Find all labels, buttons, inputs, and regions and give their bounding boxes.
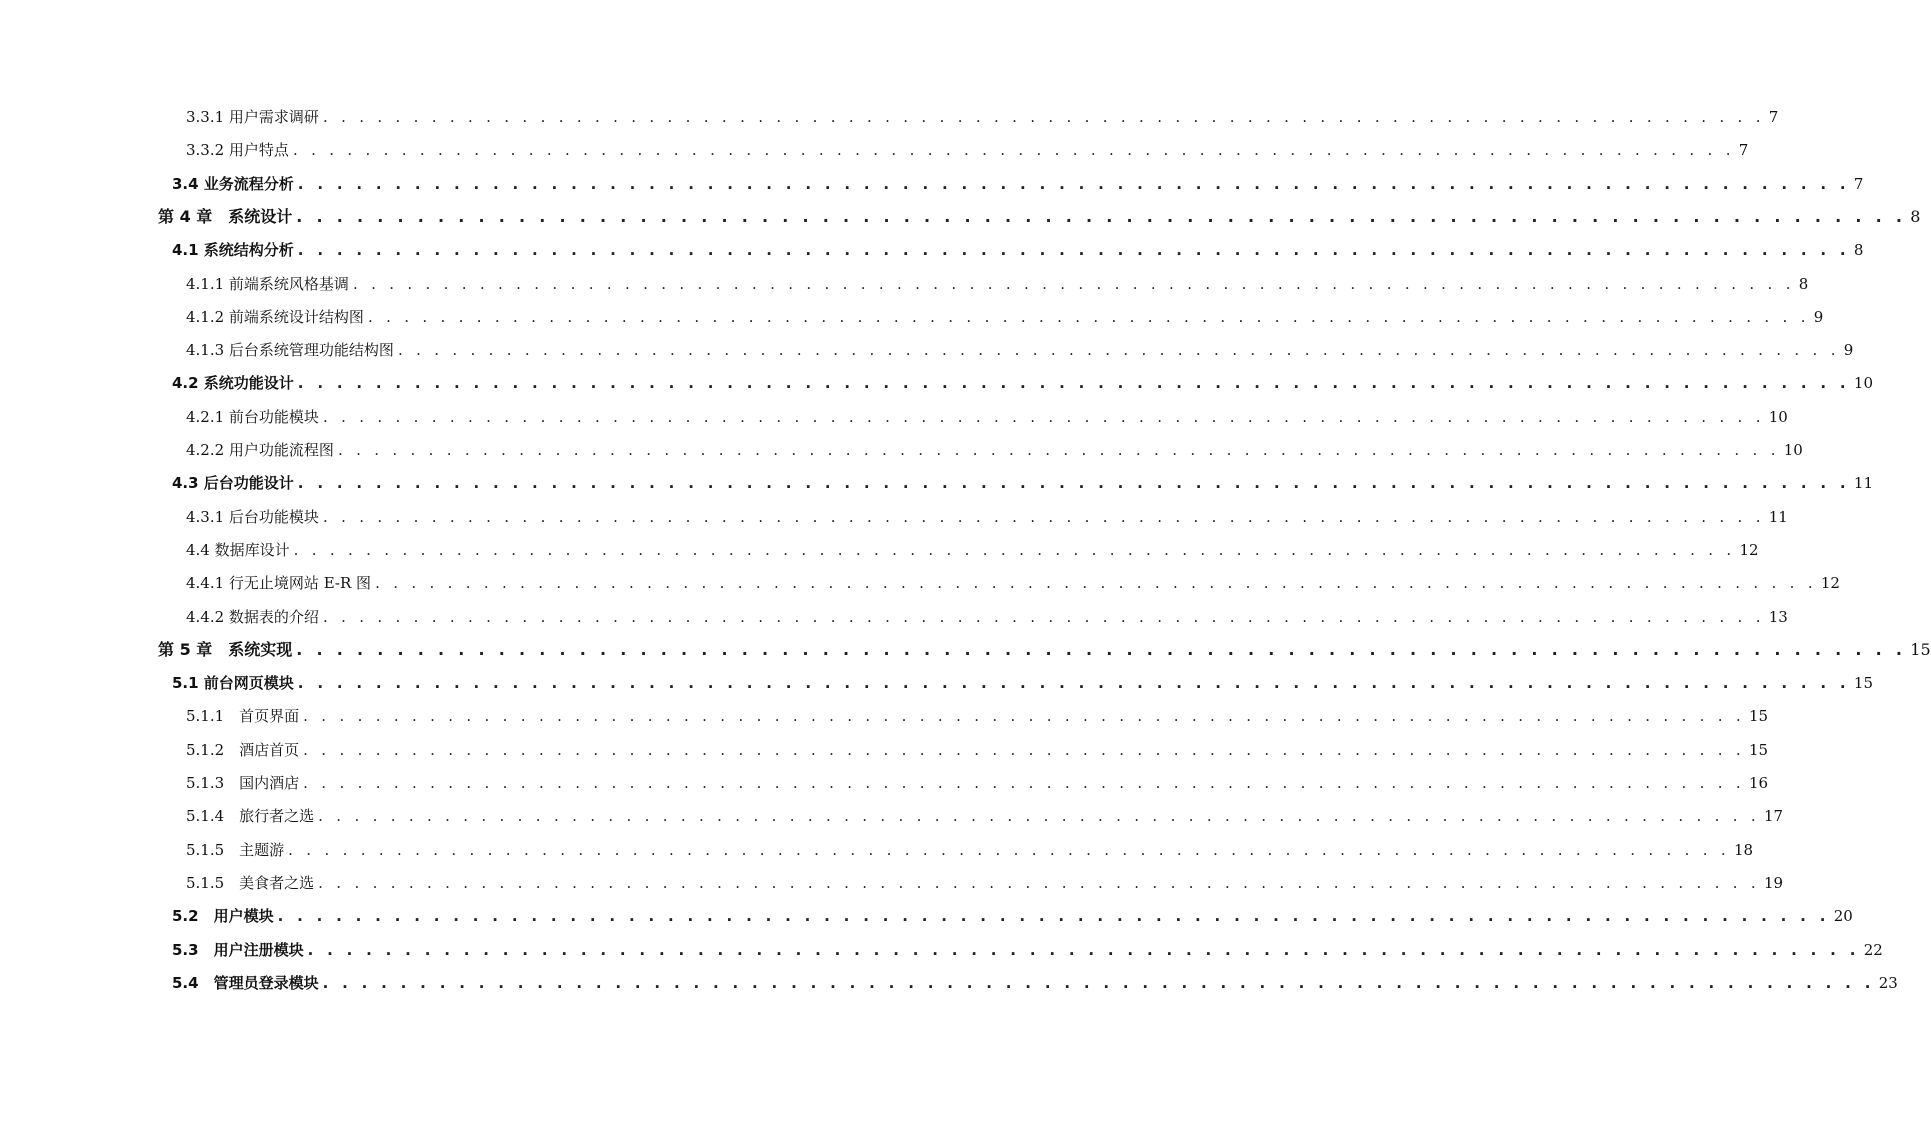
dot-leader: . . . . . . . . . . . . . . . . . . . . . . . . . . . . . . . . . . . . . . . . . . . . . . . . . . . . . . . . . . . . . . . . . . . . . . . . . . . . . . . . — [322, 407, 1765, 426]
dot-leader: . . . . . . . . . . . . . . . . . . . . . . . . . . . . . . . . . . . . . . . . . . . . . . . . . . . . . . . . . . . . . . . . . . . . . . . . . . . . . . . . — [297, 174, 1850, 193]
dot-leader: . . . . . . . . . . . . . . . . . . . . . . . . . . . . . . . . . . . . . . . . . . . . . . . . . . . . . . . . . . . . . . . . . . . . . . . . . . . . . . . . — [297, 674, 1850, 693]
toc-entry-label: 4.4.1 行无止境网站 E-R 图 — [186, 574, 372, 593]
toc-entry-page-number: 7 — [1768, 108, 1779, 126]
toc-entry-page-number: 13 — [1768, 607, 1788, 626]
toc-entry-page-number: 9 — [1843, 341, 1854, 360]
toc-entry-label: 5.1.5 美食者之选 — [186, 873, 315, 892]
toc-entry-label: 第 5 章 系统实现 — [158, 639, 293, 659]
toc-entry-label: 3.3.1 用户需求调研 — [186, 108, 319, 126]
toc-entry-page-number: 10 — [1853, 374, 1873, 393]
dot-leader: . . . . . . . . . . . . . . . . . . . . . . . . . . . . . . . . . . . . . . . . . . . . . . . . . . . . . . . . . . . . . . . . . . . . . . . . . . . . . . . . — [296, 206, 1907, 226]
toc-entry[interactable] — [172, 938, 1883, 962]
toc-entry-page-number: 7 — [1853, 174, 1864, 193]
dot-leader: . . . . . . . . . . . . . . . . . . . . . . . . . . . . . . . . . . . . . . . . . . . . . . . . . . . . . . . . . . . . . . . . . . . . . . . . . . . . . . . . — [322, 607, 1765, 626]
toc-entry-label: 4.1.2 前端系统设计结构图 — [186, 307, 364, 326]
dot-leader: . . . . . . . . . . . . . . . . . . . . . . . . . . . . . . . . . . . . . . . . . . . . . . . . . . . . . . . . . . . . . . . . . . . . . . . . . . . . . . . . — [297, 474, 1850, 493]
toc-entry[interactable] — [186, 838, 1754, 862]
toc-entry-page-number: 11 — [1853, 474, 1873, 493]
toc-entry[interactable] — [186, 438, 1803, 462]
dot-leader: . . . . . . . . . . . . . . . . . . . . . . . . . . . . . . . . . . . . . . . . . . . . . . . . . . . . . . . . . . . . . . . . . . . . . . . . . . . . . . . . — [318, 807, 1760, 826]
toc-entry-page-number: 19 — [1764, 873, 1784, 892]
toc-entry[interactable] — [158, 638, 1931, 662]
toc-entry[interactable] — [186, 871, 1784, 895]
toc-entry[interactable] — [186, 738, 1769, 762]
dot-leader: . . . . . . . . . . . . . . . . . . . . . . . . . . . . . . . . . . . . . . . . . . . . . . . . . . . . . . . . . . . . . . . . . . . . . . . . . . . . . . . . — [375, 574, 1817, 593]
toc-entry-page-number: 8 — [1798, 274, 1809, 293]
dot-leader: . . . . . . . . . . . . . . . . . . . . . . . . . . . . . . . . . . . . . . . . . . . . . . . . . . . . . . . . . . . . . . . . . . . . . . . . . . . . . . . . — [318, 873, 1760, 892]
toc-entry[interactable] — [186, 771, 1769, 795]
toc-entry-page-number: 8 — [1853, 241, 1864, 260]
toc-entry[interactable] — [186, 605, 1788, 629]
toc-entry[interactable] — [186, 405, 1788, 429]
toc-entry-page-number: 16 — [1749, 774, 1769, 792]
dot-leader: . . . . . . . . . . . . . . . . . . . . . . . . . . . . . . . . . . . . . . . . . . . . . . . . . . . . . . . . . . . . . . . . . . . . . . . . . . . . . . . . — [307, 940, 1860, 959]
toc-entry[interactable] — [186, 538, 1759, 562]
toc-entry-page-number: 12 — [1820, 574, 1840, 593]
toc-entry-page-number: 8 — [1910, 206, 1921, 226]
toc-entry[interactable] — [186, 272, 1809, 296]
toc-entry-page-number: 15 — [1749, 707, 1769, 726]
dot-leader: . . . . . . . . . . . . . . . . . . . . . . . . . . . . . . . . . . . . . . . . . . . . . . . . . . . . . . . . . . . . . . . . . . . . . . . . . . . . . . . . — [297, 374, 1850, 393]
toc-entry-label: 4.3 后台功能设计 — [172, 474, 294, 493]
toc-entry[interactable] — [186, 338, 1854, 362]
toc-entry-page-number: 7 — [1738, 141, 1749, 160]
dot-leader: . . . . . . . . . . . . . . . . . . . . . . . . . . . . . . . . . . . . . . . . . . . . . . . . . . . . . . . . . . . . . . . . . . . . . . . . . . . . . . . . — [352, 274, 1795, 293]
toc-entry[interactable] — [172, 172, 1864, 196]
toc-entry[interactable] — [172, 471, 1873, 495]
toc-entry-page-number: 15 — [1910, 639, 1931, 659]
dot-leader: . . . . . . . . . . . . . . . . . . . . . . . . . . . . . . . . . . . . . . . . . . . . . . . . . . . . . . . . . . . . . . . . . . . . . . . . . . . . . . . . — [303, 774, 1745, 792]
dot-leader: . . . . . . . . . . . . . . . . . . . . . . . . . . . . . . . . . . . . . . . . . . . . . . . . . . . . . . . . . . . . . . . . . . . . . . . . . . . . . . . . — [397, 341, 1840, 360]
toc-entry-label: 3.4 业务流程分析 — [172, 174, 294, 193]
dot-leader: . . . . . . . . . . . . . . . . . . . . . . . . . . . . . . . . . . . . . . . . . . . . . . . . . . . . . . . . . . . . . . . . . . . . . . . . . . . . . . . . — [367, 307, 1810, 326]
toc-entry-page-number: 22 — [1863, 940, 1883, 959]
dot-leader: . . . . . . . . . . . . . . . . . . . . . . . . . . . . . . . . . . . . . . . . . . . . . . . . . . . . . . . . . . . . . . . . . . . . . . . . . . . . . . . . — [296, 639, 1907, 659]
toc-entry-label: 4.2 系统功能设计 — [172, 374, 294, 393]
dot-leader: . . . . . . . . . . . . . . . . . . . . . . . . . . . . . . . . . . . . . . . . . . . . . . . . . . . . . . . . . . . . . . . . . . . . . . . . . . . . . . . . — [322, 973, 1875, 992]
toc-entry-label: 第 4 章 系统设计 — [158, 206, 293, 226]
toc-entry-label: 4.4.2 数据表的介绍 — [186, 607, 319, 626]
toc-entry[interactable] — [172, 238, 1864, 262]
toc-entry[interactable] — [186, 505, 1788, 529]
dot-leader: . . . . . . . . . . . . . . . . . . . . . . . . . . . . . . . . . . . . . . . . . . . . . . . . . . . . . . . . . . . . . . . . . . . . . . . . . . . . . . . . — [303, 740, 1745, 759]
toc-entry-label: 4.2.2 用户功能流程图 — [186, 441, 334, 459]
toc-entry-page-number: 15 — [1749, 740, 1769, 759]
dot-leader: . . . . . . . . . . . . . . . . . . . . . . . . . . . . . . . . . . . . . . . . . . . . . . . . . . . . . . . . . . . . . . . . . . . . . . . . . . . . . . . . — [292, 141, 1735, 160]
toc-entry-label: 5.1.4 旅行者之选 — [186, 807, 315, 826]
toc-entry[interactable] — [172, 371, 1873, 395]
toc-entry-page-number: 12 — [1739, 540, 1759, 559]
dot-leader: . . . . . . . . . . . . . . . . . . . . . . . . . . . . . . . . . . . . . . . . . . . . . . . . . . . . . . . . . . . . . . . . . . . . . . . . . . . . . . . . — [277, 907, 1830, 926]
toc-entry-label: 4.4 数据库设计 — [186, 540, 290, 559]
toc-entry-label: 5.1.1 首页界面 — [186, 707, 300, 726]
toc-entry-page-number: 10 — [1768, 407, 1788, 426]
toc-entry[interactable] — [172, 971, 1898, 995]
toc-entry[interactable] — [186, 138, 1749, 162]
dot-leader: . . . . . . . . . . . . . . . . . . . . . . . . . . . . . . . . . . . . . . . . . . . . . . . . . . . . . . . . . . . . . . . . . . . . . . . . . . . . . . . . — [322, 108, 1765, 126]
toc-entry-page-number: 18 — [1734, 840, 1754, 859]
toc-entry-label: 5.3 用户注册模块 — [172, 940, 304, 959]
toc-entry-page-number: 23 — [1878, 973, 1898, 992]
toc-entry-page-number: 10 — [1783, 441, 1803, 459]
toc-entry[interactable] — [186, 571, 1840, 595]
toc-entry-label: 4.1.3 后台系统管理功能结构图 — [186, 341, 394, 360]
toc-entry[interactable] — [172, 904, 1853, 928]
toc-entry-label: 5.1.5 主题游 — [186, 840, 285, 859]
dot-leader: . . . . . . . . . . . . . . . . . . . . . . . . . . . . . . . . . . . . . . . . . . . . . . . . . . . . . . . . . . . . . . . . . . . . . . . . . . . . . . . . — [322, 507, 1765, 526]
toc-entry[interactable] — [158, 205, 1921, 229]
dot-leader: . . . . . . . . . . . . . . . . . . . . . . . . . . . . . . . . . . . . . . . . . . . . . . . . . . . . . . . . . . . . . . . . . . . . . . . . . . . . . . . . — [288, 840, 1730, 859]
toc-entry-label: 4.2.1 前台功能模块 — [186, 407, 319, 426]
toc-entry-page-number: 9 — [1813, 307, 1824, 326]
toc-entry-page-number: 11 — [1768, 507, 1788, 526]
toc-entry-label: 4.1.1 前端系统风格基调 — [186, 274, 349, 293]
toc-entry[interactable] — [186, 704, 1769, 728]
dot-leader: . . . . . . . . . . . . . . . . . . . . . . . . . . . . . . . . . . . . . . . . . . . . . . . . . . . . . . . . . . . . . . . . . . . . . . . . . . . . . . . . — [297, 241, 1850, 260]
toc-entry-label: 4.1 系统结构分析 — [172, 241, 294, 260]
dot-leader: . . . . . . . . . . . . . . . . . . . . . . . . . . . . . . . . . . . . . . . . . . . . . . . . . . . . . . . . . . . . . . . . . . . . . . . . . . . . . . . . — [303, 707, 1745, 726]
dot-leader: . . . . . . . . . . . . . . . . . . . . . . . . . . . . . . . . . . . . . . . . . . . . . . . . . . . . . . . . . . . . . . . . . . . . . . . . . . . . . . . . — [337, 441, 1780, 459]
toc-entry-label: 3.3.2 用户特点 — [186, 141, 289, 160]
toc-entry-label: 5.1 前台网页模块 — [172, 674, 294, 693]
toc-entry-page-number: 17 — [1764, 807, 1784, 826]
toc-entry-page-number: 20 — [1833, 907, 1853, 926]
toc-entry[interactable] — [186, 305, 1824, 329]
dot-leader: . . . . . . . . . . . . . . . . . . . . . . . . . . . . . . . . . . . . . . . . . . . . . . . . . . . . . . . . . . . . . . . . . . . . . . . . . . . . . . . . — [293, 540, 1736, 559]
toc-entry[interactable] — [186, 804, 1784, 828]
toc-entry-page-number: 15 — [1853, 674, 1873, 693]
toc-entry-label: 5.4 管理员登录模块 — [172, 973, 319, 992]
toc-entry-label: 5.2 用户模块 — [172, 907, 274, 926]
toc-entry-label: 4.3.1 后台功能模块 — [186, 507, 319, 526]
toc-entry-label: 5.1.2 酒店首页 — [186, 740, 300, 759]
toc-entry-label: 5.1.3 国内酒店 — [186, 774, 300, 792]
toc-entry[interactable] — [186, 105, 1779, 129]
toc-entry[interactable] — [172, 671, 1873, 695]
